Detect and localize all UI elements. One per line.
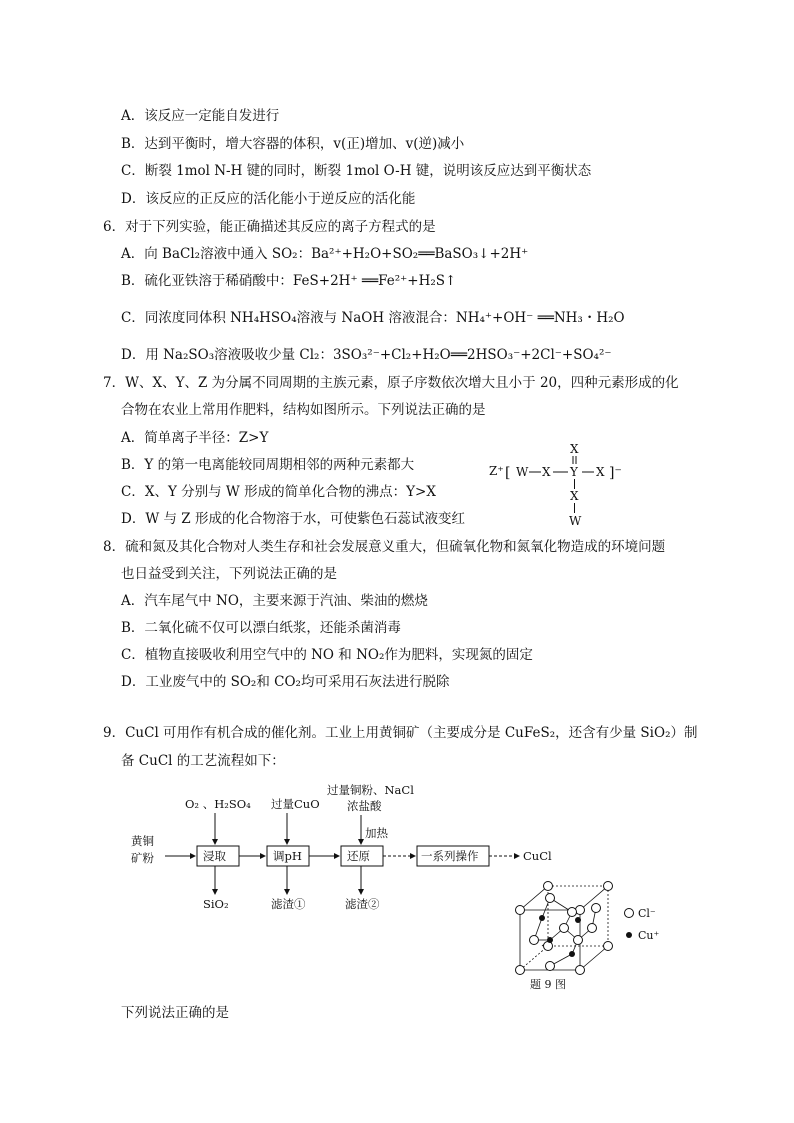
q7-option-c: C．X、Y 分别与 W 形成的简单化合物的沸点：Y>X xyxy=(121,484,436,500)
flow-output-residue1: 滤渣① xyxy=(271,897,306,911)
flow-heat-label: 加热 xyxy=(365,826,388,840)
struct-y-center: Y xyxy=(570,465,578,479)
struct-w-left: W xyxy=(516,465,529,479)
q6-option-c: C．同浓度同体积 NH₄HSO₄溶液与 NaOH 溶液混合：NH₄⁺+OH⁻ ══NH₃・H₂O xyxy=(121,310,625,326)
struct-w-bottom: W xyxy=(569,514,582,528)
struct-x-bottom: X xyxy=(570,489,579,503)
q9-stem-line1: 9．CuCl 可用作有机合成的催化剂。工业上用黄铜矿（主要成分是 CuFeS₂，还含有少量 SiO₂）制 xyxy=(103,725,698,741)
flow-reagent-cu-nacl: 过量铜粉、NaCl xyxy=(327,783,414,797)
flow-product-cucl: CuCl xyxy=(523,849,552,863)
flow-reagent-o2-h2so4: O₂ 、H₂SO₄ xyxy=(185,797,251,811)
legend-cl-label: Cl⁻ xyxy=(638,907,656,920)
struct-cation: Z⁺ xyxy=(489,464,504,478)
q5-option-b: B．达到平衡时，增大容器的体积，v(正)增加、v(逆)减小 xyxy=(121,136,465,152)
q9-stem-line2: 备 CuCl 的工艺流程如下： xyxy=(121,753,285,769)
flow-reagent-cuo: 过量CuO xyxy=(271,797,320,811)
q6-option-a: A．向 BaCl₂溶液中通入 SO₂：Ba²⁺+H₂O+SO₂══BaSO₃↓+2H⁺ xyxy=(121,246,529,262)
q7-stem-line2: 合物在农业上常用作肥料，结构如图所示。下列说法正确的是 xyxy=(121,402,486,418)
q7-option-b: B．Y 的第一电离能较同周期相邻的两种元素都大 xyxy=(121,457,415,473)
flow-step-leaching: 浸取 xyxy=(203,849,226,863)
flow-step-adjust-ph: 调pH xyxy=(273,849,302,863)
flow-step-reduction: 还原 xyxy=(347,849,370,863)
q7-stem-line1: 7．W、X、Y、Z 为分属不同周期的主族元素，原子序数依次增大且小于 20，四种元素形成的化 xyxy=(103,375,679,391)
q6-stem: 6．对于下列实验，能正确描述其反应的离子方程式的是 xyxy=(103,219,436,235)
q8-option-b: B．二氧化硫不仅可以漂白纸浆，还能杀菌消毒 xyxy=(121,620,401,636)
q8-stem-line1: 8．硫和氮及其化合物对人类生存和社会发展意义重大，但硫氧化物和氮氧化物造成的环境问题 xyxy=(103,539,666,555)
struct-x-right: X xyxy=(596,465,605,479)
q7-structure-figure xyxy=(485,438,645,528)
q5-option-a: A．该反应一定能自发进行 xyxy=(121,108,280,124)
struct-open-bracket: [ xyxy=(505,465,511,481)
flow-output-residue2: 滤渣② xyxy=(345,897,380,911)
flow-output-sio2: SiO₂ xyxy=(203,897,229,911)
q6-option-b: B．硫化亚铁溶于稀硝酸中：FeS+2H⁺ ══Fe²⁺+H₂S↑ xyxy=(121,273,457,289)
legend-cu-label: Cu⁺ xyxy=(638,929,660,942)
struct-x-top: X xyxy=(570,442,579,456)
q7-option-d: D．W 与 Z 形成的化合物溶于水，可使紫色石蕊试液变红 xyxy=(121,511,465,527)
q6-option-d: D．用 Na₂SO₃溶液吸收少量 Cl₂：3SO₃²⁻+Cl₂+H₂O══2HSO₃⁻+2Cl⁻+SO₄²⁻ xyxy=(121,347,612,363)
q5-option-d: D．该反应的正反应的活化能小于逆反应的活化能 xyxy=(121,191,416,207)
q8-option-c: C．植物直接吸收利用空气中的 NO 和 NO₂作为肥料，实现氮的固定 xyxy=(121,647,533,663)
figure-caption: 题 9 图 xyxy=(530,978,566,991)
struct-x-left: X xyxy=(542,465,551,479)
flow-raw-line2: 矿粉 xyxy=(131,851,154,865)
q9-crystal-cell-figure xyxy=(508,880,668,995)
q8-option-d: D．工业废气中的 SO₂和 CO₂均可采用石灰法进行脱除 xyxy=(121,674,450,690)
flow-step-operations: 一系列操作 xyxy=(421,849,479,863)
flow-reagent-hcl: 浓盐酸 xyxy=(347,799,382,813)
q7-option-a: A．简单离子半径：Z>Y xyxy=(121,430,269,446)
flow-raw-line1: 黄铜 xyxy=(131,834,154,848)
q8-stem-line2: 也日益受到关注，下列说法正确的是 xyxy=(121,566,337,582)
struct-close-bracket: ]⁻ xyxy=(609,465,622,481)
q8-option-a: A．汽车尾气中 NO，主要来源于汽油、柴油的燃烧 xyxy=(121,593,428,609)
q5-option-c: C．断裂 1mol N-H 键的同时，断裂 1mol O-H 键，说明该反应达到平衡状态 xyxy=(121,163,592,179)
q9-process-flow-diagram xyxy=(125,780,565,915)
q9-question-tail: 下列说法正确的是 xyxy=(121,1005,229,1021)
